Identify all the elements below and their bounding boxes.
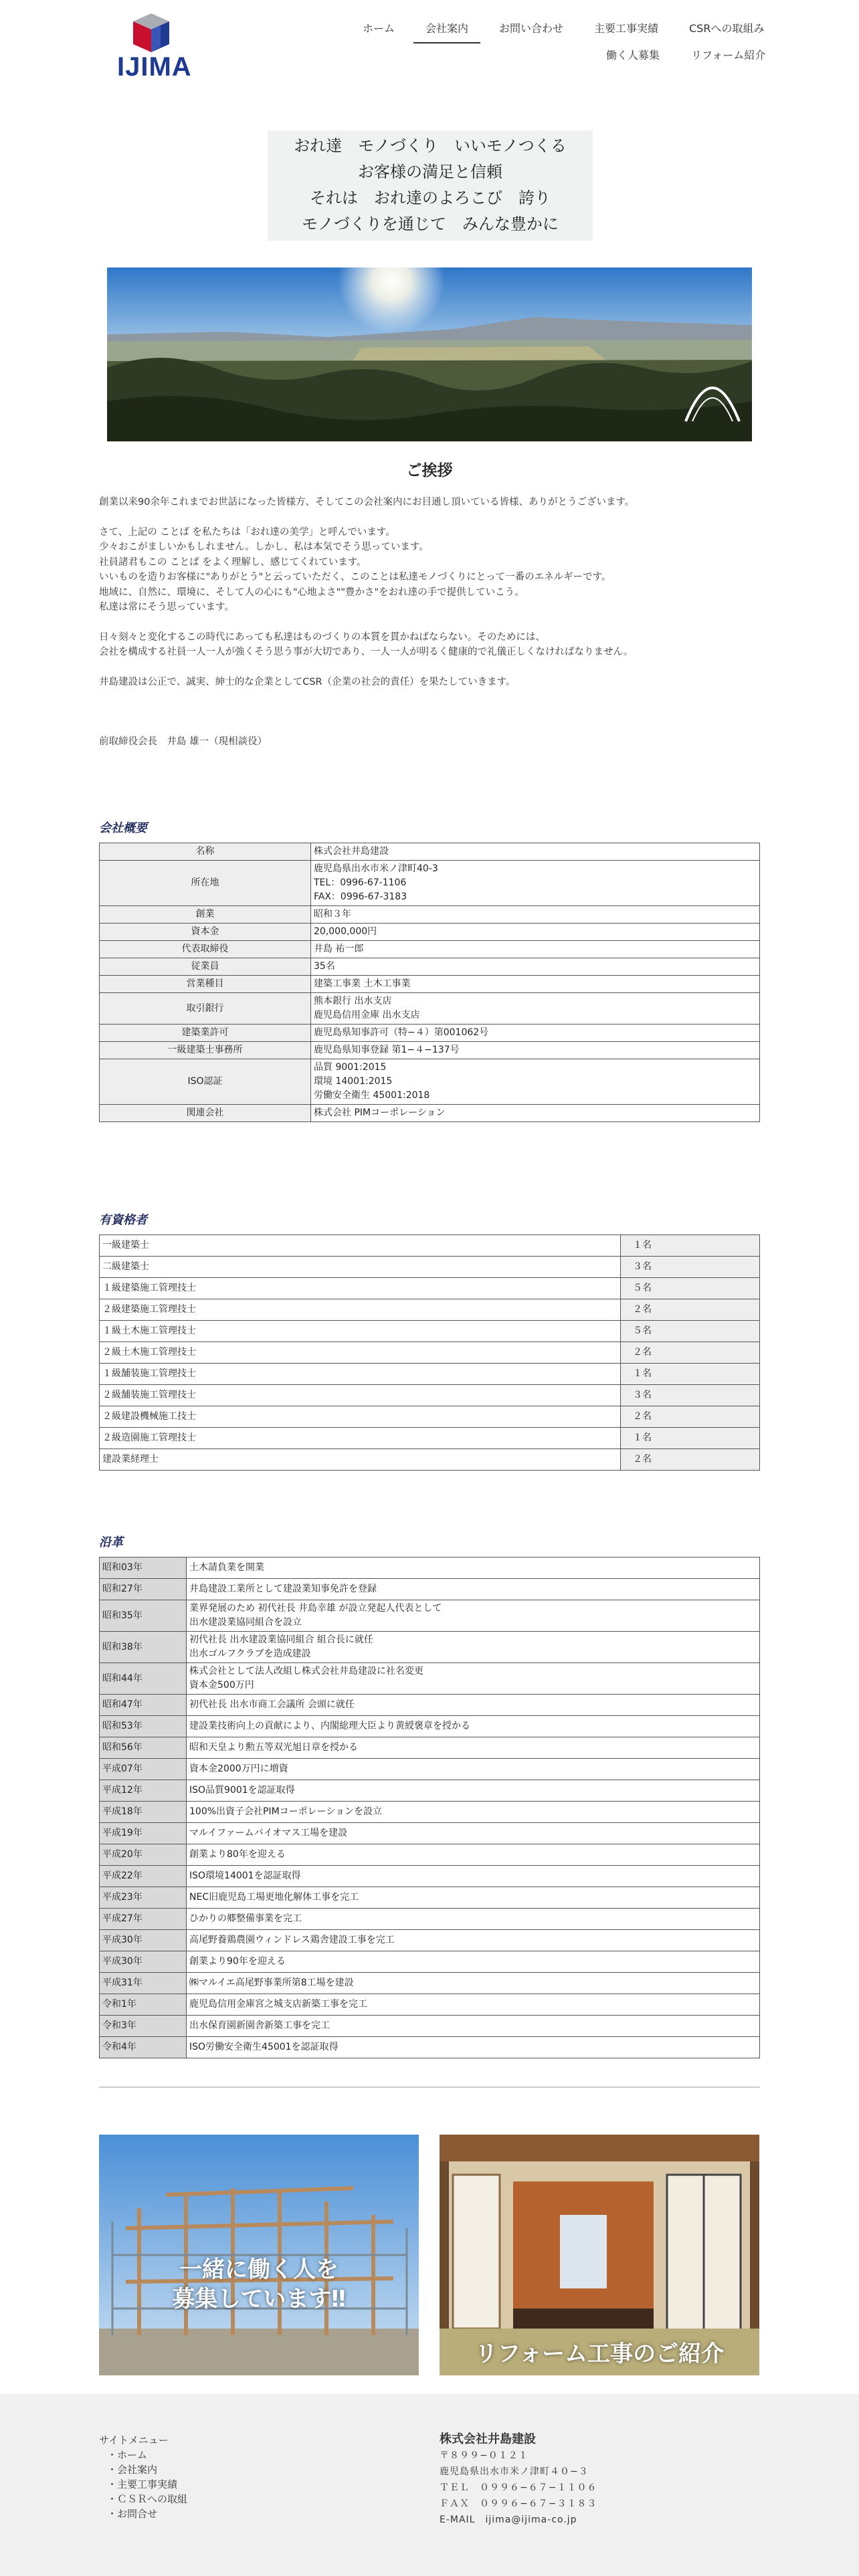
footer-link-label: 会社案内 bbox=[117, 2464, 158, 2476]
history-event bbox=[187, 1716, 760, 1737]
cell-line: 井島建設工業所として建設業知事免許を登録 bbox=[189, 1584, 377, 1594]
history-event bbox=[187, 1663, 760, 1695]
history-year: 昭和53年 bbox=[100, 1716, 187, 1737]
table-row bbox=[100, 906, 760, 924]
cell-line: 建築工事業 土木工事業 bbox=[314, 978, 411, 989]
footer-link-label: お問合せ bbox=[117, 2508, 158, 2520]
qualification-count: ３名 bbox=[621, 1385, 760, 1406]
table-row bbox=[100, 1257, 760, 1278]
site-footer bbox=[0, 2394, 859, 2576]
history-year: 昭和44年 bbox=[100, 1663, 187, 1695]
table-row bbox=[100, 1780, 760, 1802]
overview-key: 従業員 bbox=[100, 958, 311, 976]
footer-company-info bbox=[440, 2432, 597, 2528]
footer-link-label: 主要工事実績 bbox=[117, 2478, 178, 2490]
cell-line: 井島 祐一郎 bbox=[314, 944, 364, 954]
table-row bbox=[100, 2037, 760, 2058]
qualification-count: ２名 bbox=[621, 1406, 760, 1428]
table-row bbox=[100, 2016, 760, 2037]
logo[interactable] bbox=[117, 12, 192, 82]
cell-line: ㈱マルイエ高尾野事業所第8工場を建設 bbox=[189, 1977, 354, 1988]
motto-line: おれ達 モノづくり いいモノつくる bbox=[294, 136, 567, 155]
history-year: 昭和56年 bbox=[100, 1737, 187, 1759]
cell-line: NEC旧鹿児島工場更地化解体工事を完工 bbox=[189, 1892, 359, 1903]
history-year: 平成22年 bbox=[100, 1866, 187, 1887]
history-event bbox=[187, 1823, 760, 1844]
cell-line: 労働安全衛生 45001:2018 bbox=[314, 1090, 430, 1101]
divider bbox=[99, 2086, 760, 2088]
table-row bbox=[100, 1695, 760, 1716]
overview-value bbox=[311, 976, 760, 993]
cell-line: 創業より90年を迎える bbox=[189, 1956, 286, 1967]
cell-line: 資本金500万円 bbox=[189, 1680, 254, 1691]
qualification-count: １名 bbox=[621, 1364, 760, 1385]
footer-tel: ＴＥＬ ０９９６−６７−１１０６ bbox=[440, 2482, 597, 2493]
qualification-count: ２名 bbox=[621, 1342, 760, 1364]
nav-contact[interactable]: お問い合わせ bbox=[499, 22, 564, 35]
table-row bbox=[100, 1802, 760, 1823]
table-row bbox=[100, 1600, 760, 1632]
overview-value bbox=[311, 993, 760, 1025]
cell-line: 品質 9001:2015 bbox=[314, 1062, 387, 1073]
cell-line: 出水建設業協同組合を設立 bbox=[189, 1617, 302, 1628]
table-row bbox=[100, 924, 760, 941]
overview-value bbox=[311, 1025, 760, 1042]
history-event bbox=[187, 1632, 760, 1663]
table-row bbox=[100, 1364, 760, 1385]
qualification-name: 二級建築士 bbox=[100, 1257, 621, 1278]
table-row bbox=[100, 1059, 760, 1105]
reform-banner[interactable] bbox=[440, 2135, 759, 2375]
history-year: 令和3年 bbox=[100, 2016, 187, 2037]
overview-value bbox=[311, 924, 760, 941]
qualification-name: ２級舗装施工管理技士 bbox=[100, 1385, 621, 1406]
cell-line: 資本金2000万円に増資 bbox=[189, 1763, 288, 1774]
greeting-line: 前取締役会長 井島 雄一（現相談役） bbox=[99, 736, 268, 747]
qualification-name: １級土木施工管理技士 bbox=[100, 1321, 621, 1342]
history-event bbox=[187, 1802, 760, 1823]
table-row bbox=[100, 1025, 760, 1042]
cell-line: 熊本銀行 出水支店 bbox=[314, 996, 392, 1006]
cell-line: 昭和天皇より勲五等双光旭日章を授かる bbox=[189, 1742, 358, 1753]
table-row bbox=[100, 1342, 760, 1364]
overview-key: 営業種目 bbox=[100, 976, 311, 993]
history-year: 昭和03年 bbox=[100, 1558, 187, 1579]
footer-menu-title: サイトメニュー bbox=[99, 2434, 169, 2446]
history-event bbox=[187, 1844, 760, 1866]
history-event bbox=[187, 1759, 760, 1780]
overview-key: 建築業許可 bbox=[100, 1025, 311, 1042]
table-row bbox=[100, 1887, 760, 1909]
table-row bbox=[100, 1558, 760, 1579]
greeting-line: 地域に、自然に、環境に、そして人の心にも"心地よさ""豊かさ"をおれ達の手で提供していこう。 bbox=[99, 586, 524, 598]
greeting-signature bbox=[99, 734, 761, 750]
table-row bbox=[100, 1278, 760, 1299]
history-year: 平成18年 bbox=[100, 1802, 187, 1823]
cell-line: マルイファームバイオマス工場を建設 bbox=[189, 1828, 348, 1838]
greeting-paragraph bbox=[99, 525, 761, 615]
history-event bbox=[187, 1887, 760, 1909]
overview-key: 所在地 bbox=[100, 861, 311, 906]
overview-value bbox=[311, 906, 760, 924]
footer-link-label: ＣＳＲへの取組 bbox=[117, 2493, 188, 2505]
history-event bbox=[187, 1600, 760, 1632]
table-row bbox=[100, 1105, 760, 1122]
nav-works[interactable]: 主要工事実績 bbox=[594, 22, 659, 35]
history-year: 昭和47年 bbox=[100, 1695, 187, 1716]
qualification-name: １級舗装施工管理技士 bbox=[100, 1364, 621, 1385]
cube-logo-icon bbox=[130, 12, 172, 53]
nav-recruit[interactable]: 働く人募集 bbox=[606, 49, 660, 62]
overview-key: ISO認証 bbox=[100, 1059, 311, 1105]
nav-company[interactable]: 会社案内 bbox=[425, 20, 468, 35]
footer-link-csr[interactable]: ・ＣＳＲへの取組 bbox=[107, 2493, 188, 2505]
qualification-name: ２級建築施工管理技士 bbox=[100, 1299, 621, 1321]
greeting-line: 日々刻々と変化するこの時代にあっても私達はものづくりの本質を貫かねばならない。そのためには、 bbox=[99, 631, 545, 643]
cell-line: 20,000,000円 bbox=[314, 926, 377, 937]
recruit-banner-text bbox=[99, 2255, 419, 2314]
qualification-count: １名 bbox=[621, 1235, 760, 1257]
overview-key: 一級建築士事務所 bbox=[100, 1042, 311, 1059]
cell-line: 創業より80年を迎える bbox=[189, 1849, 286, 1860]
greeting-line: いいものを造りお客様に"ありがとう"と云っていただく、このことは私達モノづくりにとって一番のエネルギーです。 bbox=[99, 572, 611, 582]
overview-key: 資本金 bbox=[100, 924, 311, 941]
history-event bbox=[187, 2016, 760, 2037]
cell-line: 株式会社 PIMコーポレーション bbox=[314, 1107, 446, 1118]
table-row bbox=[100, 1759, 760, 1780]
table-row bbox=[100, 1951, 760, 1973]
table-row bbox=[100, 941, 760, 958]
greeting-line: 会社を構成する社員一人一人が強くそう思う事が大切であり、一人一人が明るく健康的で礼儀正しくなければなりません。 bbox=[99, 647, 634, 657]
motto-line: それは おれ達のよろこび 誇り bbox=[310, 189, 551, 207]
footer-postal: 〒８９９−０１２１ bbox=[440, 2450, 529, 2461]
recruit-banner[interactable] bbox=[99, 2135, 419, 2375]
table-row bbox=[100, 1042, 760, 1059]
qualification-count: ５名 bbox=[621, 1278, 760, 1299]
table-row bbox=[100, 1866, 760, 1887]
cell-line: 高尾野養鶏農園ウィンドレス鶏舎建設工事を完工 bbox=[189, 1935, 395, 1945]
cell-line: 環境 14001:2015 bbox=[314, 1076, 393, 1087]
table-row bbox=[100, 958, 760, 976]
overview-value bbox=[311, 1042, 760, 1059]
footer-link-label: ホーム bbox=[117, 2449, 148, 2461]
history-year: 平成27年 bbox=[100, 1909, 187, 1930]
history-year: 平成30年 bbox=[100, 1930, 187, 1951]
history-event bbox=[187, 1951, 760, 1973]
greeting-line: 創業以来90余年これまでお世話になった皆様方、そしてこの会社案内にお目通し頂いている皆様、ありがとうございます。 bbox=[99, 497, 635, 508]
footer-email[interactable]: E-MAIL ijima@ijima-co.jp bbox=[440, 2514, 577, 2525]
cell-line: 鹿児島信用金庫宮之城支店新築工事を完工 bbox=[189, 1999, 367, 2010]
history-year: 令和4年 bbox=[100, 2037, 187, 2058]
greeting-body bbox=[99, 495, 761, 764]
table-row bbox=[100, 1823, 760, 1844]
hero-landscape-image bbox=[107, 267, 752, 441]
qualification-name: ２級造園施工管理技士 bbox=[100, 1428, 621, 1449]
cell-line: 100%出資子会社PIMコーポレーションを設立 bbox=[189, 1806, 383, 1817]
greeting-line: 私達は常にそう思っています。 bbox=[99, 602, 234, 613]
qualification-name: 建設業経理士 bbox=[100, 1449, 621, 1471]
greeting-paragraph bbox=[99, 495, 761, 510]
cell-line: 初代社長 出水市商工会議所 会頭に就任 bbox=[189, 1699, 355, 1710]
table-row bbox=[100, 1909, 760, 1930]
cell-line: 鹿児島信用金庫 出水支店 bbox=[314, 1010, 420, 1021]
table-row bbox=[100, 1716, 760, 1737]
overview-value bbox=[311, 958, 760, 976]
nav-reform[interactable]: リフォーム紹介 bbox=[691, 49, 766, 62]
history-year: 平成07年 bbox=[100, 1759, 187, 1780]
motto-box bbox=[268, 130, 593, 241]
history-year: 平成23年 bbox=[100, 1887, 187, 1909]
cell-line: ISO環境14001を認証取得 bbox=[189, 1870, 301, 1881]
overview-key: 創業 bbox=[100, 906, 311, 924]
history-table bbox=[99, 1557, 760, 2058]
qualification-count: ３名 bbox=[621, 1257, 760, 1278]
history-event bbox=[187, 2037, 760, 2058]
overview-value bbox=[311, 941, 760, 958]
nav-home[interactable]: ホーム bbox=[363, 22, 395, 35]
greeting-line: 社員諸君もこの ことば をよく理解し、感じてくれています。 bbox=[99, 556, 367, 568]
cell-line: 土木請負業を開業 bbox=[189, 1562, 264, 1573]
table-row bbox=[100, 1663, 760, 1695]
table-row bbox=[100, 976, 760, 993]
cell-line: FAX：0996-67-3183 bbox=[314, 891, 407, 902]
cell-line: ISO労働安全衛生45001を認証取得 bbox=[189, 2042, 339, 2052]
history-event bbox=[187, 1973, 760, 1994]
history-year: 昭和38年 bbox=[100, 1632, 187, 1663]
footer-link-company[interactable]: ・会社案内 bbox=[107, 2464, 158, 2476]
cell-line: 出水保育園新園舎新築工事を完工 bbox=[189, 2020, 330, 2031]
overview-table bbox=[99, 843, 760, 1122]
reform-banner-text: リフォーム工事のご紹介 bbox=[474, 2341, 725, 2367]
nav-csr[interactable]: CSRへの取組み bbox=[689, 22, 765, 35]
history-event bbox=[187, 1866, 760, 1887]
history-event bbox=[187, 1737, 760, 1759]
qualification-name: ２級建設機械施工技士 bbox=[100, 1406, 621, 1428]
table-row bbox=[100, 1632, 760, 1663]
table-row bbox=[100, 1235, 760, 1257]
history-event bbox=[187, 1994, 760, 2016]
table-row bbox=[100, 1737, 760, 1759]
overview-key: 取引銀行 bbox=[100, 993, 311, 1025]
overview-value bbox=[311, 1059, 760, 1105]
footer-fax: ＦＡＸ ０９９６−６７−３１８３ bbox=[440, 2498, 597, 2509]
cell-line: TEL：0996-67-1106 bbox=[314, 877, 407, 888]
table-row bbox=[100, 1428, 760, 1449]
overview-value bbox=[311, 1105, 760, 1122]
table-row bbox=[100, 1973, 760, 1994]
table-row bbox=[100, 1299, 760, 1321]
table-row bbox=[100, 1406, 760, 1428]
table-row bbox=[100, 861, 760, 906]
table-row bbox=[100, 1994, 760, 2016]
qualification-count: １名 bbox=[621, 1428, 760, 1449]
overview-value bbox=[311, 861, 760, 906]
qualifications-table bbox=[99, 1235, 760, 1471]
cell-line: 鹿児島県知事登録 第1−４−137号 bbox=[314, 1045, 460, 1055]
footer-link-contact[interactable]: ・お問合せ bbox=[107, 2508, 158, 2520]
qualification-name: 一級建築士 bbox=[100, 1235, 621, 1257]
history-year: 平成12年 bbox=[100, 1780, 187, 1802]
qualification-count: ５名 bbox=[621, 1321, 760, 1342]
cell-line: ISO品質9001を認証取得 bbox=[189, 1785, 295, 1796]
history-year: 令和1年 bbox=[100, 1994, 187, 2016]
recruit-banner-line: 一緒に働く人を bbox=[179, 2256, 339, 2283]
overview-title: 会社概要 bbox=[99, 821, 147, 835]
cell-line: 初代社長 出水建設業協同組合 組合長に就任 bbox=[189, 1634, 373, 1645]
cell-line: 鹿児島県出水市米ノ津町40-3 bbox=[314, 863, 438, 874]
overview-value bbox=[311, 843, 760, 861]
history-year: 平成30年 bbox=[100, 1951, 187, 1973]
overview-key: 関連会社 bbox=[100, 1105, 311, 1122]
history-year: 平成19年 bbox=[100, 1823, 187, 1844]
motto-line: お客様の満足と信頼 bbox=[358, 163, 502, 181]
history-event bbox=[187, 1780, 760, 1802]
cell-line: 昭和３年 bbox=[314, 909, 351, 920]
qualification-name: １級建築施工管理技士 bbox=[100, 1278, 621, 1299]
table-row bbox=[100, 1321, 760, 1342]
cell-line: ひかりの郷整備事業を完工 bbox=[189, 1913, 302, 1924]
history-event bbox=[187, 1695, 760, 1716]
greeting-title: ご挨拶 bbox=[406, 462, 453, 479]
overview-key: 代表取締役 bbox=[100, 941, 311, 958]
motto-line: モノづくりを通じて みんな豊かに bbox=[302, 215, 559, 233]
logo-text: IJIMA bbox=[117, 52, 192, 82]
history-event bbox=[187, 1579, 760, 1600]
table-row bbox=[100, 1930, 760, 1951]
overview-key: 名称 bbox=[100, 843, 311, 861]
footer-link-home[interactable]: ・ホーム bbox=[107, 2449, 148, 2461]
qualification-count: ２名 bbox=[621, 1449, 760, 1471]
cell-line: 鹿児島県知事許可（特−４）第001062号 bbox=[314, 1027, 489, 1038]
history-year: 平成31年 bbox=[100, 1973, 187, 1994]
table-row bbox=[100, 1844, 760, 1866]
table-row bbox=[100, 1449, 760, 1471]
footer-menu bbox=[99, 2433, 187, 2521]
greeting-line: 少々おこがましいかもしれません。しかし、私は本気でそう思っています。 bbox=[99, 542, 429, 552]
cell-line: 35名 bbox=[314, 961, 335, 972]
greeting-line: 井島建設は公正で、誠実、紳士的な企業としてCSR（企業の社会的責任）を果たしていきます。 bbox=[99, 676, 516, 687]
table-row bbox=[100, 993, 760, 1025]
greeting-spacer bbox=[99, 704, 761, 720]
table-row bbox=[100, 1385, 760, 1406]
qualifications-title: 有資格者 bbox=[99, 1213, 147, 1227]
qualification-count: ２名 bbox=[621, 1299, 760, 1321]
footer-address: 鹿児島県出水市米ノ津町４０−３ bbox=[440, 2466, 589, 2477]
cell-line: 株式会社として法人改組し株式会社井島建設に社名変更 bbox=[189, 1666, 423, 1677]
footer-company-name: 株式会社井島建設 bbox=[440, 2432, 536, 2446]
site-header bbox=[0, 0, 859, 80]
cell-line: 業界発展のため 初代社長 井島幸雄 が設立発起人代表として bbox=[189, 1603, 442, 1614]
footer-link-works[interactable]: ・主要工事実績 bbox=[107, 2478, 178, 2490]
table-row bbox=[100, 843, 760, 861]
qualification-name: ２級土木施工管理技士 bbox=[100, 1342, 621, 1364]
greeting-paragraph bbox=[99, 675, 761, 690]
history-event bbox=[187, 1930, 760, 1951]
recruit-banner-line: 募集しています‼ bbox=[172, 2286, 346, 2313]
table-row bbox=[100, 1579, 760, 1600]
history-year: 昭和27年 bbox=[100, 1579, 187, 1600]
history-title: 沿革 bbox=[99, 1535, 123, 1549]
cell-line: 建設業技術向上の貢献により、内閣総理大臣より黄綬褒章を授かる bbox=[189, 1721, 470, 1731]
greeting-line: さて、上記の ことば を私たちは「おれ達の美学」と呼んでいます。 bbox=[99, 526, 395, 538]
history-year: 昭和35年 bbox=[100, 1600, 187, 1632]
history-year: 平成20年 bbox=[100, 1844, 187, 1866]
history-event bbox=[187, 1909, 760, 1930]
greeting-paragraph bbox=[99, 630, 761, 660]
history-event bbox=[187, 1558, 760, 1579]
cell-line: 株式会社井島建設 bbox=[314, 846, 389, 857]
cell-line: 出水ゴルフクラブを造成建設 bbox=[189, 1648, 311, 1659]
